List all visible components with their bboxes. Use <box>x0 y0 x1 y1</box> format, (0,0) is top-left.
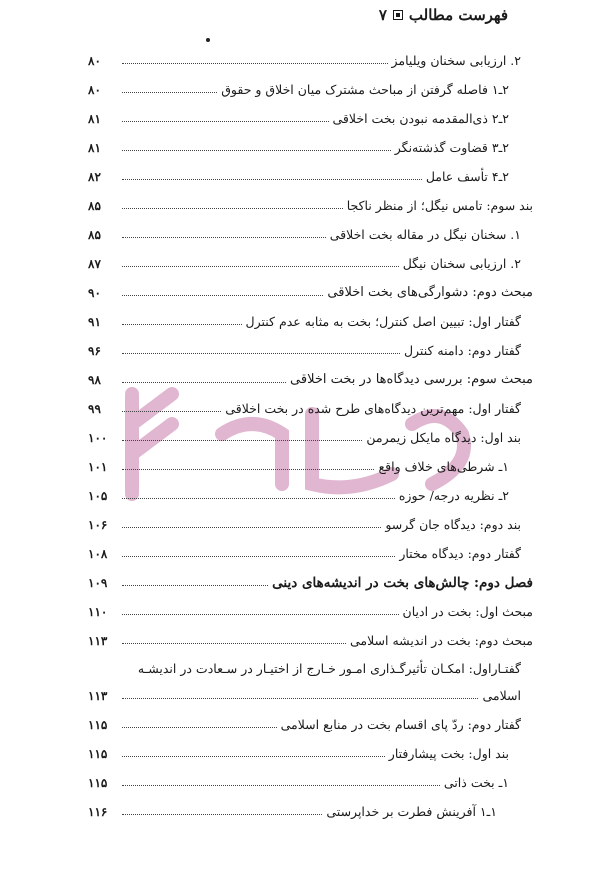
toc-entry-title: اسلامی <box>482 688 521 703</box>
toc-entry-title: ۲ـ۳ قضاوت گذشته‌نگر <box>394 140 509 155</box>
toc-entry[interactable] <box>88 220 533 249</box>
toc-entry[interactable] <box>88 278 533 307</box>
toc-entry-title: فصل دوم: چالش‌های بخت در اندیشه‌های دینی <box>272 574 533 591</box>
dot-leader <box>122 150 391 151</box>
toc-entry-page: ۱۱۵ <box>88 775 108 790</box>
toc-entry-title: ۲ـ۱ فاصله گرفتن از مباحث مشترک میان اخلاق و حقوق <box>221 82 509 97</box>
toc-entry-page: ۱۰۹ <box>88 575 108 590</box>
toc-entry-title: مبحث دوم: بخت در اندیشه اسلامی <box>349 633 533 648</box>
toc-entry[interactable] <box>88 739 533 768</box>
dot-leader <box>122 266 399 267</box>
toc-entry-page: ۸۰ <box>88 53 101 68</box>
toc-entry[interactable] <box>88 104 533 133</box>
dot-leader <box>122 814 322 815</box>
toc-entry-title: گفتار دوم: ردّ پای اقسام بخت در منابع اسلامی <box>280 717 521 732</box>
toc-entry-page: ۱۰۸ <box>88 546 108 561</box>
toc-entry-page: ۸۱ <box>88 140 101 155</box>
toc-entry-page: ۸۱ <box>88 111 101 126</box>
toc-entry-title: گفتار اول: تبیین اصل کنترل؛ بخت به مثابه عدم کنترل <box>245 314 521 329</box>
dot-leader <box>122 527 381 528</box>
dot-leader <box>122 785 440 786</box>
toc-entry[interactable] <box>88 797 533 826</box>
toc-entry[interactable] <box>88 597 533 626</box>
square-bullet-icon <box>393 10 403 20</box>
toc-entry-title: ۲. ارزیابی سخنان ویلیامز <box>391 53 521 68</box>
toc-entry[interactable] <box>88 365 533 394</box>
header-title: فهرست مطالب <box>408 6 508 24</box>
dot-leader <box>122 237 326 238</box>
toc-entry[interactable] <box>88 46 533 75</box>
toc-entry-title: بند دوم: دیدگاه جان گرسو <box>385 517 521 532</box>
toc-entry[interactable] <box>88 568 533 597</box>
dot-leader <box>122 179 422 180</box>
toc-entry-page: ۸۰ <box>88 82 101 97</box>
toc-entry-page: ۱۱۳ <box>88 633 108 648</box>
toc-entry-title: ۲ـ۲ ذی‌المقدمه نبودن بخت اخلاقی <box>332 111 509 126</box>
toc-entry-page: ۱۱۵ <box>88 746 108 761</box>
toc-entry-page: ۱۱۰ <box>88 604 108 619</box>
toc-entry[interactable] <box>88 481 533 510</box>
toc-entry-page: ۱۰۵ <box>88 488 108 503</box>
toc-entry-title: گفتـاراول: امکـان تأثیرگـذاری امـور خـارج از اختیـار در سـعادت در اندیشـه <box>137 660 521 676</box>
toc-entry-page: ۱۱۳ <box>88 688 108 703</box>
toc-entry[interactable] <box>88 681 533 710</box>
dot-leader <box>122 756 385 757</box>
toc-entry[interactable] <box>88 710 533 739</box>
toc-entry-page: ۱۱۵ <box>88 717 108 732</box>
toc-entry-page: ۹۹ <box>88 401 101 416</box>
toc-entry-title: گفتار دوم: دیدگاه مختار <box>399 546 521 561</box>
toc-entry[interactable] <box>88 626 533 655</box>
toc-entry[interactable] <box>88 452 533 481</box>
dot-leader <box>122 324 242 325</box>
toc-entry-title: گفتار دوم: دامنه کنترل <box>403 343 521 358</box>
toc-entry-page: ۸۲ <box>88 169 101 184</box>
dot-leader <box>122 698 478 699</box>
toc-entry-title: ۲. ارزیابی سخنان نیگل <box>402 256 521 271</box>
dot-leader <box>122 208 343 209</box>
dot-leader <box>122 440 362 441</box>
toc-entry-page: ۸۵ <box>88 198 101 213</box>
header-page-number: ۷ <box>378 6 387 24</box>
toc-entry-page: ۹۸ <box>88 372 101 387</box>
dot-leader <box>122 353 400 354</box>
toc-entry-page: ۸۵ <box>88 227 101 242</box>
dot-leader <box>122 498 395 499</box>
ink-dot <box>206 38 210 42</box>
toc-entry-page: ۱۱۶ <box>88 804 108 819</box>
toc-entry[interactable] <box>88 768 533 797</box>
toc-entry[interactable] <box>88 75 533 104</box>
page-header <box>379 6 508 24</box>
toc-entry[interactable] <box>88 510 533 539</box>
toc-entry[interactable] <box>88 655 533 681</box>
toc-entry-page: ۱۰۱ <box>88 459 108 474</box>
toc-entry-title: گفتار اول: مهم‌ترین دیدگاه‌های طرح شده در بخت اخلاقی <box>225 401 521 416</box>
toc-entry-title: بند اول: دیدگاه مایکل زیمرمن <box>366 430 521 445</box>
dot-leader <box>122 469 374 470</box>
toc-entry-title: بند سوم: تامس نیگل؛ از منظر ناکجا <box>346 198 533 213</box>
toc-entry-page: ۹۶ <box>88 343 101 358</box>
dot-leader <box>122 411 221 412</box>
toc-entry[interactable] <box>88 162 533 191</box>
toc-entry[interactable] <box>88 539 533 568</box>
table-of-contents <box>88 46 533 826</box>
toc-entry[interactable] <box>88 133 533 162</box>
toc-entry-page: ۹۱ <box>88 314 101 329</box>
toc-entry-page: ۱۰۰ <box>88 430 108 445</box>
toc-entry-page: ۱۰۶ <box>88 517 108 532</box>
toc-entry[interactable] <box>88 307 533 336</box>
toc-entry-page: ۹۰ <box>88 285 101 300</box>
toc-entry-page: ۸۷ <box>88 256 101 271</box>
dot-leader <box>122 643 346 644</box>
toc-entry[interactable] <box>88 394 533 423</box>
toc-entry[interactable] <box>88 423 533 452</box>
dot-leader <box>122 727 277 728</box>
toc-entry-title: ۲ـ نظریه درجه/ حوزه <box>398 488 509 503</box>
dot-leader <box>122 382 286 383</box>
dot-leader <box>122 121 329 122</box>
toc-entry[interactable] <box>88 336 533 365</box>
toc-entry-title: ۱. سخنان نیگل در مقاله بخت اخلاقی <box>329 227 521 242</box>
toc-entry-title: مبحث اول: بخت در ادیان <box>402 604 533 619</box>
toc-entry-title: بند اول: بخت پیشارفتار <box>388 746 509 761</box>
dot-leader <box>122 295 323 296</box>
toc-entry-title: ۱ـ بخت ذاتی <box>443 775 509 790</box>
dot-leader <box>122 63 388 64</box>
toc-entry-title: ۱ـ۱ آفرینش فطرت بر خداپرستی <box>326 804 497 819</box>
dot-leader <box>122 585 268 586</box>
toc-entry-title: ۱ـ شرطی‌های خلاف واقع <box>378 459 509 474</box>
toc-entry-title: مبحث سوم: بررسی دیدگاه‌ها در بخت اخلاقی <box>290 372 533 387</box>
toc-entry[interactable] <box>88 191 533 220</box>
dot-leader <box>122 556 395 557</box>
toc-entry-title: ۲ـ۴ تأسف عامل <box>425 169 509 184</box>
dot-leader <box>122 614 399 615</box>
toc-entry-title: مبحث دوم: دشوارگی‌های بخت اخلاقی <box>327 285 533 300</box>
dot-leader <box>122 92 217 93</box>
toc-entry[interactable] <box>88 249 533 278</box>
